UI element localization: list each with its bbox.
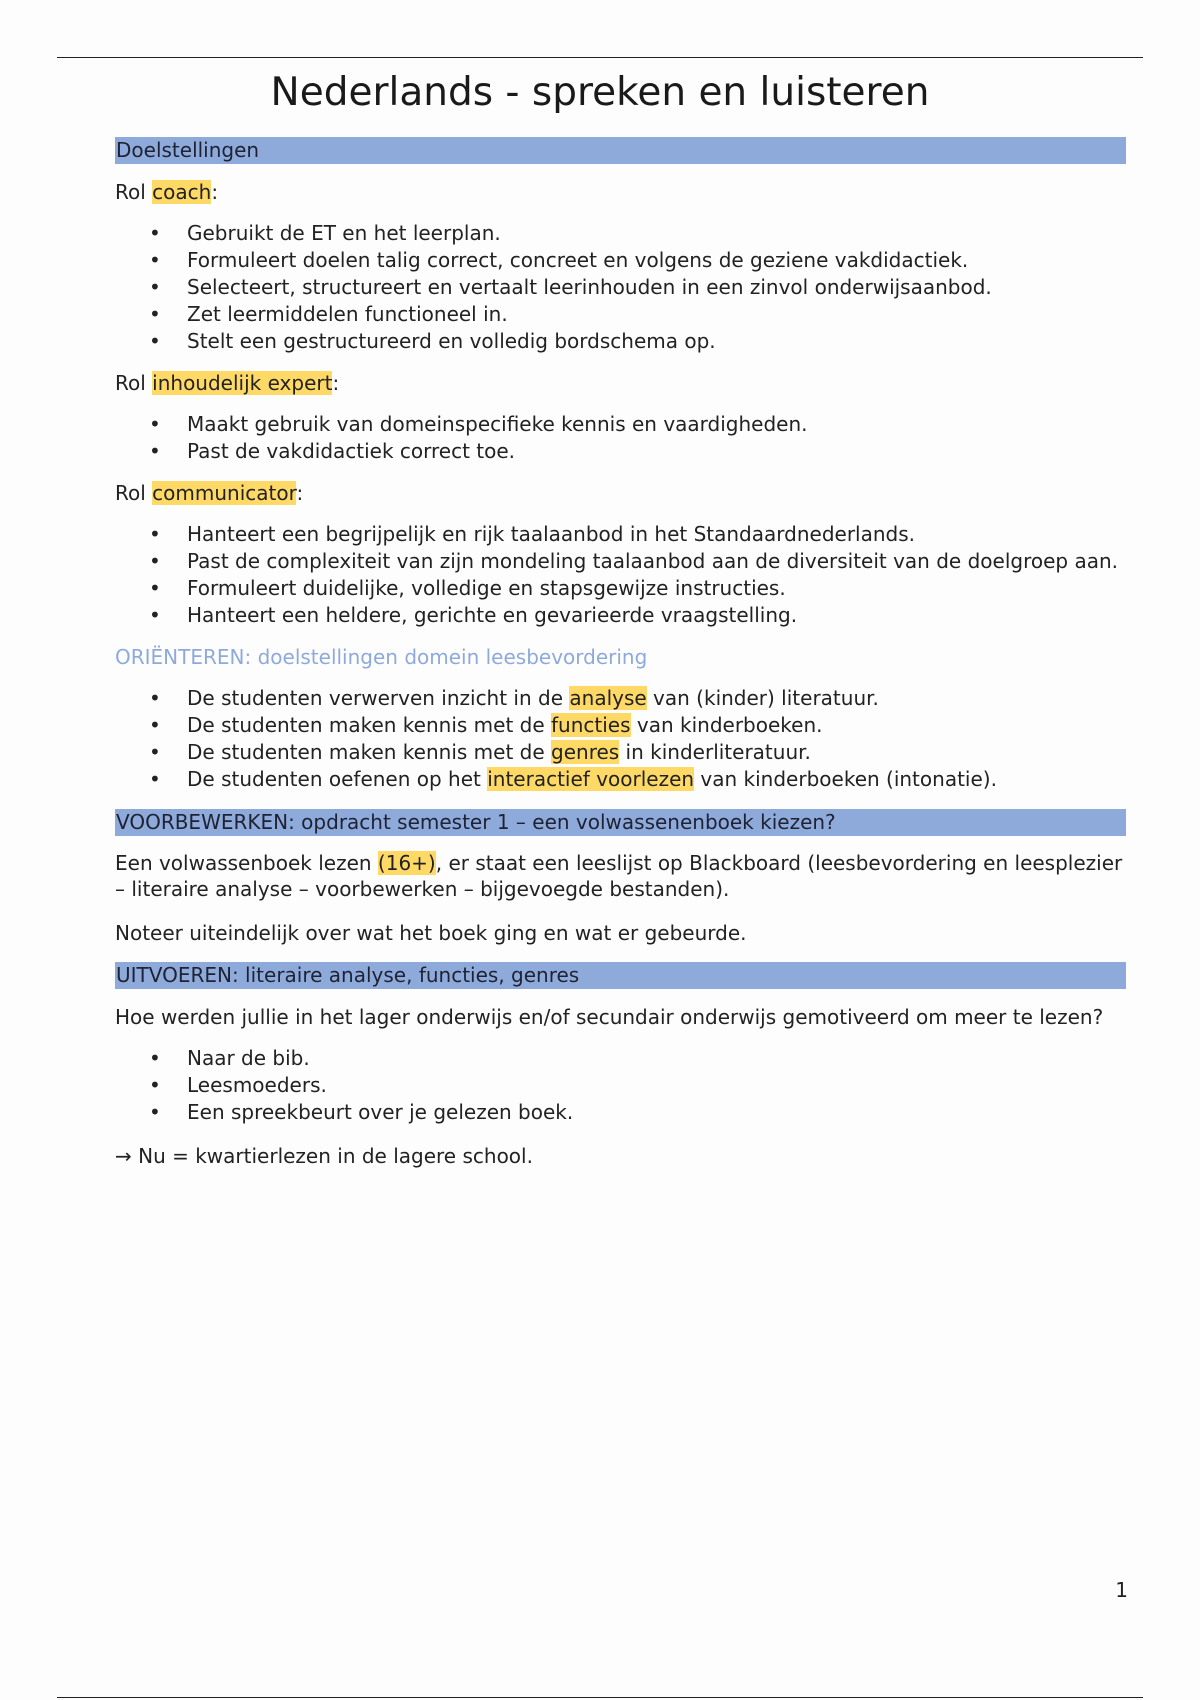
list-item: • De studenten verwerven inzicht in de analyse van (kinder) literatuur. bbox=[115, 685, 1126, 712]
list-item: • Formuleert doelen talig correct, concreet en volgens de geziene vakdidactiek. bbox=[115, 247, 1126, 274]
highlight-functies: functies bbox=[551, 713, 631, 737]
top-rule bbox=[57, 57, 1143, 58]
list-item: • Leesmoeders. bbox=[115, 1072, 1126, 1099]
list-item: • Formuleert duidelijke, volledige en stapsgewijze instructies. bbox=[115, 575, 1126, 602]
voorbewerken-paragraph: Een volwassenboek lezen (16+), er staat een leeslijst op Blackboard (leesbevordering en leesplezier – literaire analyse – voorbewerken – bijgevoegde bestanden). bbox=[115, 851, 1123, 901]
uitvoeren-question: Hoe werden jullie in het lager onderwijs en/of secundair onderwijs gemotiveerd om meer te lezen? bbox=[115, 1005, 1104, 1029]
list-item: • Zet leermiddelen functioneel in. bbox=[115, 301, 1126, 328]
highlight-interactief-voorlezen: interactief voorlezen bbox=[487, 767, 695, 791]
list-item: • Een spreekbeurt over je gelezen boek. bbox=[115, 1099, 1126, 1126]
expert-list bbox=[115, 411, 1126, 465]
role-expert: inhoudelijk expert bbox=[152, 371, 333, 395]
document-body bbox=[115, 137, 1126, 1169]
highlight-genres: genres bbox=[551, 740, 620, 764]
communicator-list bbox=[115, 521, 1126, 629]
role-expert-heading: Rol inhoudelijk expert: bbox=[115, 371, 340, 395]
list-item: • Gebruikt de ET en het leerplan. bbox=[115, 220, 1126, 247]
list-item: • Past de complexiteit van zijn mondeling taalaanbod aan de diversiteit van de doelgroep aan. bbox=[115, 548, 1126, 575]
role-label: Rol bbox=[115, 371, 146, 395]
page-number: 1 bbox=[1115, 1578, 1128, 1602]
coach-list bbox=[115, 220, 1126, 355]
list-item: • Hanteert een heldere, gerichte en gevarieerde vraagstelling. bbox=[115, 602, 1126, 629]
bottom-rule bbox=[57, 1697, 1143, 1698]
list-item: • De studenten maken kennis met de functies van kinderboeken. bbox=[115, 712, 1126, 739]
list-item: • Selecteert, structureert en vertaalt leerinhouden in een zinvol onderwijsaanbod. bbox=[115, 274, 1126, 301]
list-item: • De studenten maken kennis met de genres in kinderliteratuur. bbox=[115, 739, 1126, 766]
list-item: • Past de vakdidactiek correct toe. bbox=[115, 438, 1126, 465]
role-label: Rol bbox=[115, 180, 146, 204]
list-item: • Stelt een gestructureerd en volledig bordschema op. bbox=[115, 328, 1126, 355]
uitvoeren-conclusion: → Nu = kwartierlezen in de lagere school. bbox=[115, 1144, 533, 1168]
section-heading-voorbewerken: VOORBEWERKEN: opdracht semester 1 – een volwassenenboek kiezen? bbox=[115, 809, 1126, 836]
role-label: Rol bbox=[115, 481, 146, 505]
highlight-age: (16+) bbox=[377, 851, 436, 875]
list-item: • Maakt gebruik van domeinspecifieke kennis en vaardigheden. bbox=[115, 411, 1126, 438]
page-title: Nederlands - spreken en luisteren bbox=[270, 70, 930, 115]
list-item: • Hanteert een begrijpelijk en rijk taalaanbod in het Standaardnederlands. bbox=[115, 521, 1126, 548]
list-item: • Naar de bib. bbox=[115, 1045, 1126, 1072]
section-heading-doelstellingen: Doelstellingen bbox=[115, 137, 1126, 164]
highlight-analyse: analyse bbox=[569, 686, 647, 710]
section-heading-uitvoeren: UITVOEREN: literaire analyse, functies, genres bbox=[115, 962, 1126, 989]
uitvoeren-list bbox=[115, 1045, 1126, 1126]
list-item: • De studenten oefenen op het interactief voorlezen van kinderboeken (intonatie). bbox=[115, 766, 1126, 793]
role-coach: coach bbox=[152, 180, 212, 204]
role-communicator: communicator bbox=[152, 481, 297, 505]
role-communicator-heading: Rol communicator: bbox=[115, 481, 304, 505]
role-coach-heading: Rol coach: bbox=[115, 180, 219, 204]
voorbewerken-note: Noteer uiteindelijk over wat het boek ging en wat er gebeurde. bbox=[115, 921, 747, 945]
orienteren-list bbox=[115, 685, 1126, 793]
orienteren-heading: ORIËNTEREN: doelstellingen domein leesbevordering bbox=[115, 645, 648, 669]
